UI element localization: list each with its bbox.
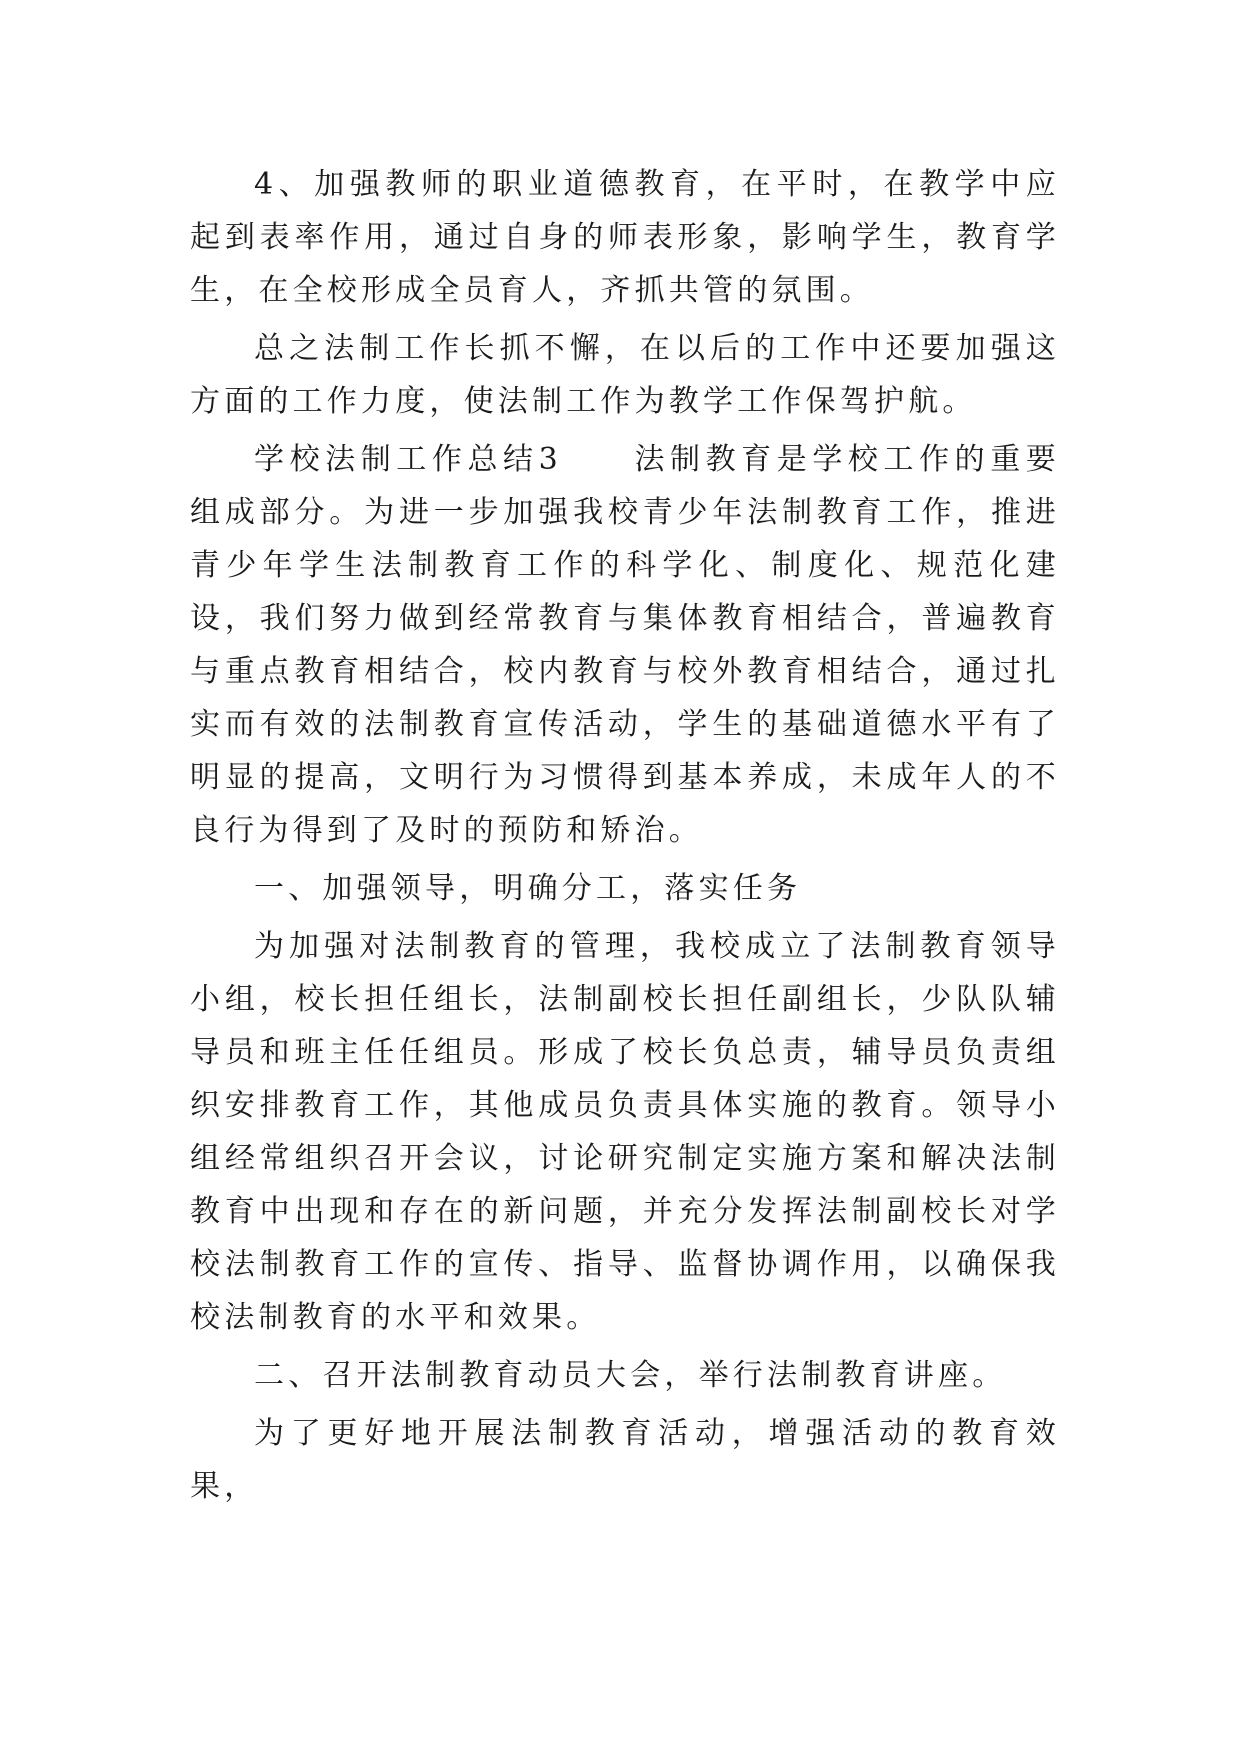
- paragraph-mobilization: 为了更好地开展法制教育活动，增强活动的教育效果，: [190, 1416, 1060, 1504]
- paragraph-summary-3-intro: 学校法制工作总结3 法制教育是学校工作的重要组成部分。为进一步加强我校青少年法制教育工作，推进青少年学生法制教育工作的科学化、制度化、规范化建设，我们努力做到经常教育与集体教育相结合，普遍教育与重点教育相结合，校内教育与校外教育相结合，通过扎实而有效的法制教育宣传活动，学生的基础道德水平有了明显的提高，文明行为习惯得到基本养成，未成年人的不良行为得到了及时的预防和矫治。: [190, 442, 1060, 848]
- paragraph-leadership: 为加强对法制教育的管理，我校成立了法制教育领导小组，校长担任组长，法制副校长担任副组长，少队队辅导员和班主任任组员。形成了校长负总责，辅导员负责组织安排教育工作，其他成员负责具体实施的教育。领导小组经常组织召开会议，讨论研究制定实施方案和解决法制教育中出现和存在的新问题，并充分发挥法制副校长对学校法制教育工作的宣传、指导、监督协调作用，以确保我校法制教育的水平和效果。: [190, 929, 1060, 1335]
- section-heading-mobilization: 二、召开法制教育动员大会，举行法制教育讲座。: [254, 1358, 1007, 1393]
- paragraph-summary: 总之法制工作长抓不懈，在以后的工作中还要加强这方面的工作力度，使法制工作为教学工作保驾护航。: [190, 331, 1060, 419]
- document-page: [190, 158, 1060, 1518]
- paragraph-teacher-ethics: 4、加强教师的职业道德教育，在平时，在教学中应起到表率作用，通过自身的师表形象，影响学生，教育学生，在全校形成全员育人，齐抓共管的氛围。: [190, 167, 1060, 308]
- section-heading-leadership: 一、加强领导，明确分工，落实任务: [254, 871, 802, 906]
